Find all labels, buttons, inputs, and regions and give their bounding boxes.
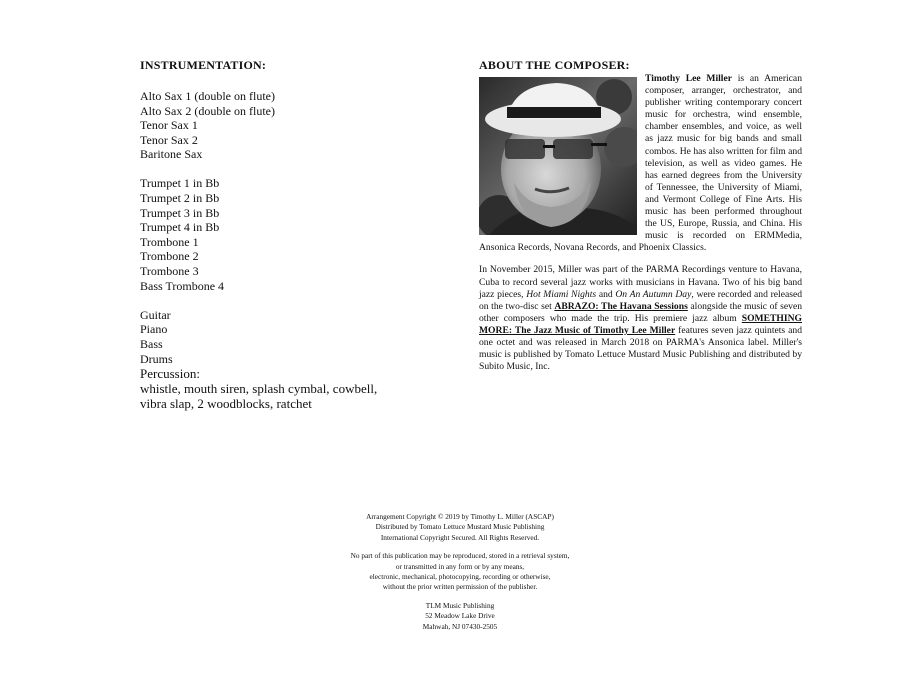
- footer-line: No part of this publication may be reproduced, stored in a retrieval system,: [350, 551, 570, 561]
- instrument-item: Trombone 1: [140, 234, 199, 249]
- piece-title: Hot Miami Nights: [526, 288, 597, 300]
- piece-title: On An Autumn Day: [615, 288, 692, 300]
- percussion-list-line: vibra slap, 2 woodblocks, ratchet: [140, 396, 312, 412]
- footer-line: or transmitted in any form or by any means,: [395, 561, 525, 571]
- paragraph-text: alongside the music of seven other composers who made the trip. His premiere jazz album: [479, 300, 803, 324]
- instrument-item: Guitar: [140, 307, 171, 322]
- paragraph-text: and: [596, 288, 616, 300]
- footer-line: Distributed by Tomato Lettuce Mustard Music Publishing: [375, 522, 545, 532]
- footer-line: Mahwah, NJ 07430-2505: [422, 621, 498, 631]
- footer-line: Arrangement Copyright © 2019 by Timothy L. Miller (ASCAP): [366, 512, 554, 521]
- instrument-item: Alto Sax 1 (double on flute): [140, 89, 275, 103]
- copyright-footer: [250, 512, 670, 640]
- composer-name: Timothy Lee Miller: [645, 73, 732, 84]
- instrument-item: Trombone 3: [140, 264, 199, 279]
- about-heading: ABOUT THE COMPOSER:: [479, 58, 630, 72]
- about-composer-section: [479, 58, 802, 373]
- instrument-item: Trumpet 2 in Bb: [140, 191, 220, 206]
- album-title: ABRAZO: The Havana Sessions: [554, 300, 688, 312]
- footer-line: International Copyright Secured. All Rights Reserved.: [380, 532, 540, 542]
- instrument-item: Trumpet 3 in Bb: [140, 205, 220, 220]
- rights-notice-block: [250, 551, 670, 593]
- percussion-list-line: whistle, mouth siren, splash cymbal, cowbell,: [140, 381, 378, 397]
- brass-group: [140, 176, 440, 293]
- instrumentation-heading: INSTRUMENTATION:: [140, 58, 267, 72]
- percussion-label: Percussion:: [140, 366, 200, 382]
- footer-line: TLM Music Publishing: [425, 600, 495, 610]
- paragraph-text: features seven jazz quintets and one octet and was released in March 2018 on PARMA's Ansonica label. Miller's music is published by Tomato Lettuce Mustard Music Publishing and distributed by Subito Music, Inc.: [479, 324, 802, 373]
- album-title: SOMETHING MORE: The Jazz Music of Timothy Lee Miller: [479, 312, 802, 336]
- instrumentation-section: [140, 58, 440, 426]
- paragraph-text: , were recorded and released on the two-disc set: [479, 288, 803, 312]
- instrument-item: Alto Sax 2 (double on flute): [140, 103, 275, 118]
- instrument-item: Bass: [140, 336, 163, 351]
- havana-paragraph: [479, 264, 802, 373]
- paragraph-text: In November 2015, Miller was part of the PARMA Recordings venture to Havana, Cuba to record several jazz works with musicians in Havana. Two of his big band jazz pieces,: [479, 264, 802, 300]
- instrument-item: Piano: [140, 322, 168, 337]
- instrument-item: Trombone 2: [140, 249, 199, 264]
- footer-line: 52 Meadow Lake Drive: [425, 611, 495, 621]
- instrument-item: Drums: [140, 351, 173, 366]
- instrument-item: Bass Trombone 4: [140, 278, 225, 293]
- saxophone-group: [140, 89, 440, 162]
- instrument-item: Tenor Sax 1: [140, 118, 198, 133]
- footer-line: electronic, mechanical, photocopying, recording or otherwise,: [369, 572, 551, 582]
- publisher-address-block: [250, 601, 670, 632]
- footer-line: without the prior written permission of the publisher.: [382, 582, 538, 592]
- composer-portrait-image: [479, 77, 637, 235]
- copyright-block: [250, 512, 670, 543]
- composer-photo: [479, 77, 637, 235]
- instrument-item: Baritone Sax: [140, 147, 203, 162]
- bio-text: is an American composer, arranger, orchestrator, and publisher writing contemporary concert music for orchestra, wind ensemble, chamber ensembles, and voice, as well as jazz music for big bands and small combos. He has also written for film and television, as well as video games. He has earned degrees from the University of Tennessee, the University of Miami, and Vermont College of Fine Arts. His music has been performed throughout the US, Europe, Russia, and China. His music is recorded on ERMMedia, Ansonica Records, Novana Records, and Phoenix Classics.: [479, 73, 802, 254]
- instrument-item: Trumpet 1 in Bb: [140, 176, 220, 191]
- instrument-item: Tenor Sax 2: [140, 132, 198, 147]
- rhythm-group: [140, 308, 440, 411]
- instrument-item: Trumpet 4 in Bb: [140, 220, 220, 235]
